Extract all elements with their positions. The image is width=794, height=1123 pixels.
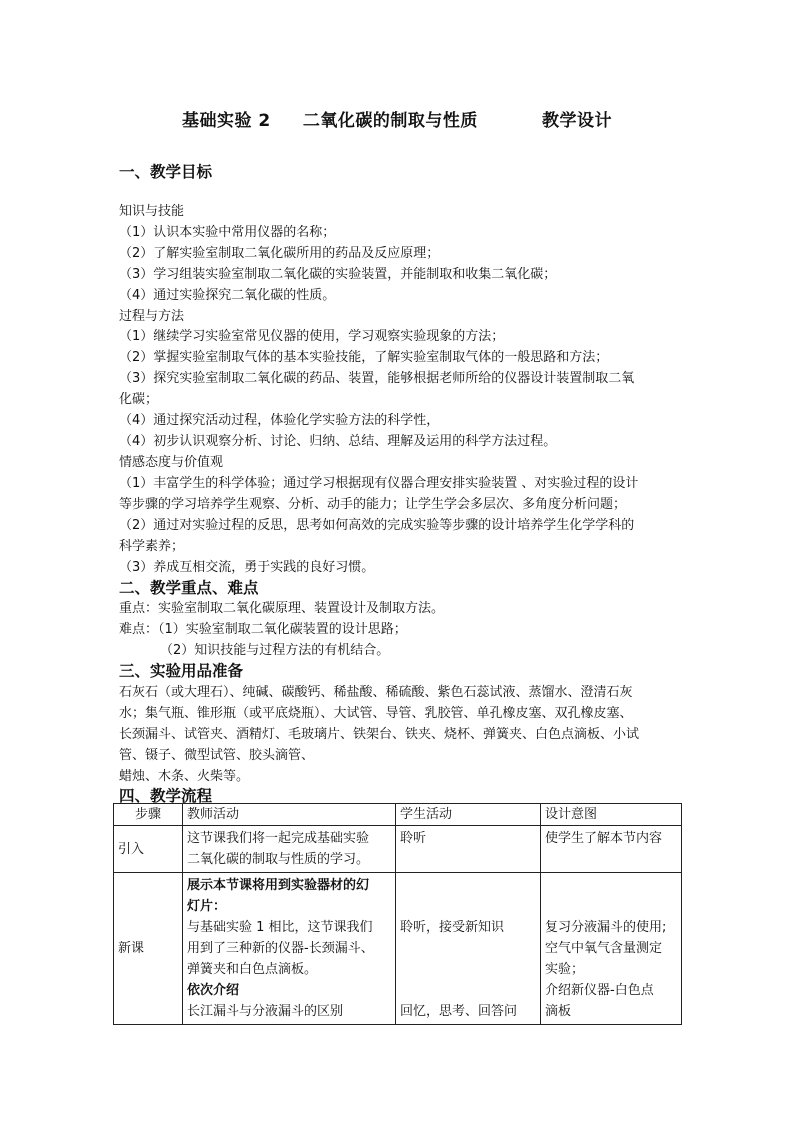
emotion-line: 科学素养； <box>119 539 185 554</box>
section-heading-materials: 三、实验用品准备 <box>119 662 244 680</box>
column-header: 教师活动 <box>183 804 396 826</box>
cell-text: 依次介绍 <box>187 983 240 998</box>
cell-text: 实验； <box>545 962 585 977</box>
column-header: 步骤 <box>114 804 183 826</box>
column-header: 学生活动 <box>396 804 541 826</box>
cell-text: 滴板 <box>545 1004 572 1019</box>
cell-text: 长江漏斗与分液漏斗的区别 <box>187 1004 344 1019</box>
cell-text: 使学生了解本节内容 <box>545 831 663 846</box>
cell-text: 这节课我们将一起完成基础实验 <box>187 831 370 846</box>
teaching-flow-table <box>113 803 682 1025</box>
keypoint-line: 难点：（1）实验室制取二氧化碳装置的设计思路； <box>119 622 407 637</box>
knowledge-line: （2）了解实验室制取二氧化碳所用的药品及反应原理； <box>119 246 440 261</box>
teacher-activity-cell <box>183 826 396 873</box>
materials-line: 蜡烛、木条、火柴等。 <box>119 769 250 784</box>
cell-text: 聆听 <box>400 831 427 846</box>
section-heading-keypoints: 二、教学重点、难点 <box>119 579 259 597</box>
cell-text: 二氧化碳的制取与性质的学习。 <box>187 852 370 867</box>
cell-text: 灯片： <box>187 899 227 914</box>
process-line: 化碳； <box>119 392 159 407</box>
keypoint-line: （2）知识技能与过程方法的有机结合。 <box>160 643 390 658</box>
knowledge-line: （4）通过实验探究二氧化碳的性质。 <box>119 288 336 303</box>
cell-text: 回忆，思考、回答问 <box>400 1004 518 1019</box>
table-row <box>114 873 682 1025</box>
design-intent-cell <box>541 826 682 873</box>
document-title: 基础实验 2 二氧化碳的制取与性质 教学设计 <box>181 111 613 131</box>
subheading-knowledge: 知识与技能 <box>119 204 185 219</box>
subheading-process: 过程与方法 <box>119 309 185 324</box>
step-cell: 引入 <box>114 826 183 873</box>
emotion-line: （1）丰富学生的科学体验；通过学习根据现有仪器合理安排实验装置 、对实验过程的设计 <box>119 476 639 491</box>
process-line: （3）探究实验室制取二氧化碳的药品、装置，能够根据老师所给的仪器设计装置制取二氧 <box>119 371 635 386</box>
process-line: （4）初步认识观察分析、讨论、归纳、总结、理解及运用的科学方法过程。 <box>119 434 557 449</box>
emotion-line: （2）通过对实验过程的反思，思考如何高效的完成实验等步骤的设计培养学生化学学科的 <box>119 518 635 533</box>
emotion-line: 等步骤的学习培养学生观察、分析、动手的能力；让学生学会多层次、多角度分析问题； <box>119 497 627 512</box>
column-header: 设计意图 <box>541 804 682 826</box>
materials-line: 管、镊子、微型试管、胶头滴管、 <box>119 748 315 763</box>
section-heading-goals: 一、教学目标 <box>119 163 213 181</box>
cell-text: 介绍新仪器-白色点 <box>545 983 654 998</box>
cell-text: 与基础实验 1 相比，这节课我们 <box>187 920 373 935</box>
section-heading-flow: 四、教学流程 <box>119 787 213 805</box>
cell-text: 复习分液漏斗的使用; <box>545 920 667 935</box>
cell-text: 弹簧夹和白色点滴板。 <box>187 962 318 977</box>
process-line: （2）掌握实验室制取气体的基本实验技能，了解实验室制取气体的一般思路和方法； <box>119 350 609 365</box>
student-activity-cell <box>396 873 541 1025</box>
materials-line: 长颈漏斗、试管夹、酒精灯、毛玻璃片、铁架台、铁夹、烧杯、弹簧夹、白色点滴板、小试 <box>119 727 640 742</box>
subheading-emotion: 情感态度与价值观 <box>119 455 224 470</box>
teacher-activity-cell <box>183 873 396 1025</box>
cell-text: 聆听，接受新知识 <box>400 920 505 935</box>
knowledge-line: （1）认识本实验中常用仪器的名称； <box>119 225 336 240</box>
cell-text: 用到了三种新的仪器-长颈漏斗、 <box>187 941 374 956</box>
emotion-line: （3）养成互相交流，勇于实践的良好习惯。 <box>119 560 375 575</box>
student-activity-cell <box>396 826 541 873</box>
cell-text: 展示本节课将用到实验器材的幻 <box>187 878 370 893</box>
table-header-row <box>114 804 682 826</box>
knowledge-line: （3）学习组装实验室制取二氧化碳的实验装置，并能制取和收集二氧化碳； <box>119 267 557 282</box>
table-row <box>114 826 682 873</box>
materials-line: 石灰石（或大理石）、纯碱、碳酸钙、稀盐酸、稀硫酸、紫色石蕊试液、蒸馏水、澄清石灰 <box>119 685 633 700</box>
process-line: （1）继续学习实验室常见仪器的使用，学习观察实验现象的方法； <box>119 329 505 344</box>
materials-line: 水；集气瓶、锥形瓶（或平底烧瓶）、大试管、导管、乳胶管、单孔橡皮塞、双孔橡皮塞、 <box>119 706 633 721</box>
process-line: （4）通过探究活动过程，体验化学实验方法的科学性， <box>119 413 440 428</box>
design-intent-cell <box>541 873 682 1025</box>
keypoint-line: 重点：实验室制取二氧化碳原理、装置设计及制取方法。 <box>119 601 445 616</box>
cell-text: 空气中氧气含量测定 <box>545 941 663 956</box>
step-cell: 新课 <box>114 873 183 1025</box>
